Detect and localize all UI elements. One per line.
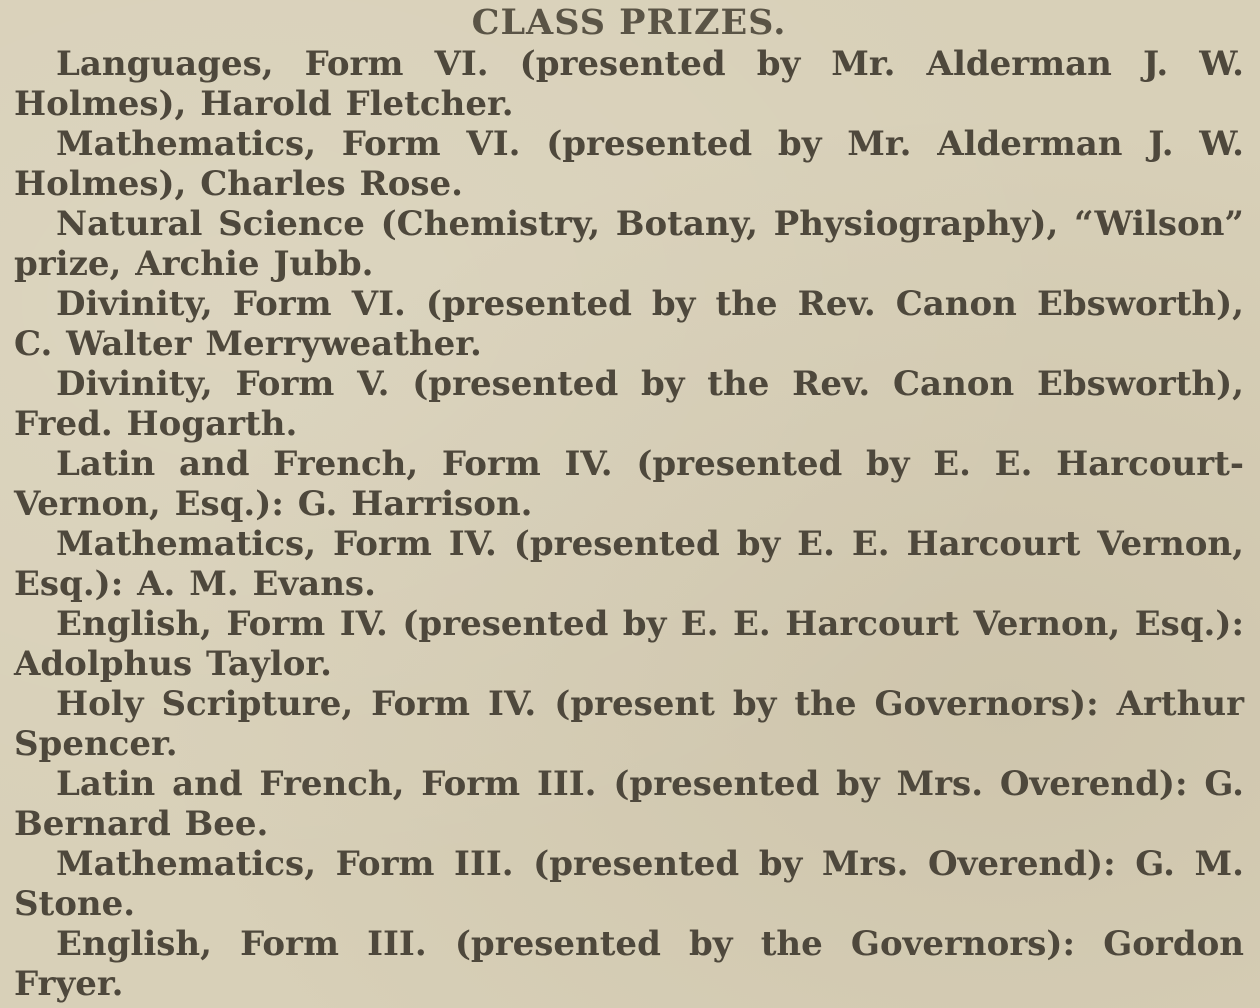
- prize-entry: Divinity, Form V. (presented by the Rev. Canon Ebsworth), Fred. Hogarth.: [14, 364, 1244, 444]
- prize-list: [14, 44, 1244, 1004]
- prize-entry: Mathematics, Form III. (presented by Mrs. Overend): G. M. Stone.: [14, 844, 1244, 924]
- prize-entry: Natural Science (Chemistry, Botany, Physiography), “Wilson” prize, Archie Jubb.: [14, 204, 1244, 284]
- prize-entry: English, Form III. (presented by the Governors): Gordon Fryer.: [14, 924, 1244, 1004]
- prize-entry: Languages, Form VI. (presented by Mr. Alderman J. W. Holmes), Harold Fletcher.: [14, 44, 1244, 124]
- section-heading: CLASS PRIZES.: [471, 2, 787, 43]
- prize-entry: Mathematics, Form VI. (presented by Mr. Alderman J. W. Holmes), Charles Rose.: [14, 124, 1244, 204]
- prize-entry: Holy Scripture, Form IV. (present by the Governors): Arthur Spencer.: [14, 684, 1244, 764]
- prize-entry: Mathematics, Form IV. (presented by E. E. Harcourt Vernon, Esq.): A. M. Evans.: [14, 524, 1244, 604]
- prize-entry: Latin and French, Form IV. (presented by E. E. Harcourt-Vernon, Esq.): G. Harrison.: [14, 444, 1244, 524]
- prize-entry: Latin and French, Form III. (presented by Mrs. Overend): G. Bernard Bee.: [14, 764, 1244, 844]
- prize-entry: English, Form IV. (presented by E. E. Harcourt Vernon, Esq.): Adolphus Taylor.: [14, 604, 1244, 684]
- prize-entry: Divinity, Form VI. (presented by the Rev. Canon Ebsworth), C. Walter Merryweather.: [14, 284, 1244, 364]
